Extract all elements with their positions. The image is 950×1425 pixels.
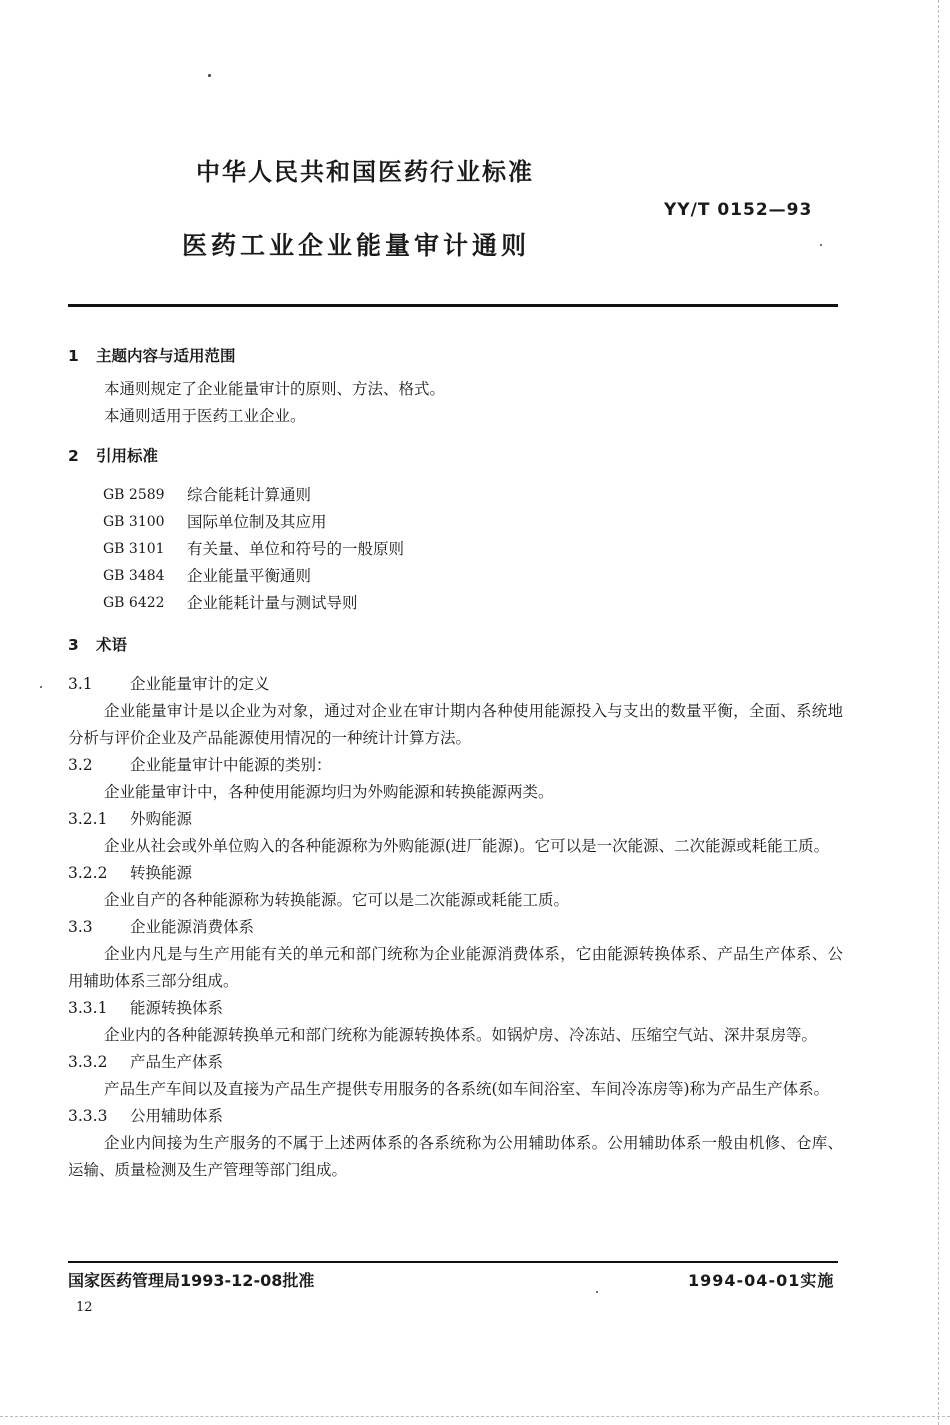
term-number: 3.3 [68, 918, 93, 936]
effective-date-line: 1994-04-01实施 [688, 1271, 835, 1290]
reference-item [68, 563, 843, 590]
term-definition: 企业自产的各种能源称为转换能源。它可以是二次能源或耗能工质。 [104, 891, 570, 909]
term-definition: 企业内的各种能源转换单元和部门统称为能源转换体系。如锅炉房、冷冻站、压缩空气站、深井泵房等。 [104, 1026, 818, 1044]
term-heading-3-3-3 [68, 1103, 843, 1130]
term-number: 3.1 [68, 675, 93, 693]
paragraph: 本通则规定了企业能量审计的原则、方法、格式。 [104, 380, 446, 398]
term-number: 3.2 [68, 756, 93, 774]
term-title: 公用辅助体系 [130, 1107, 224, 1125]
reference-code: GB 3100 [103, 514, 165, 530]
term-title: 转换能源 [130, 864, 193, 882]
section-title: 术语 [96, 636, 128, 654]
document-body [68, 336, 843, 1184]
term-heading-3-3 [68, 914, 843, 941]
term-title: 企业能源消费体系 [130, 918, 255, 936]
term-heading-3-2-2 [68, 860, 843, 887]
term-heading-3-3-2 [68, 1049, 843, 1076]
paragraph: 本通则适用于医药工业企业。 [104, 407, 306, 425]
term-definition: 企业内凡是与生产用能有关的单元和部门统称为企业能源消费体系，它由能源转换体系、产品生产体系、公用辅助体系三部分组成。 [68, 945, 843, 990]
term-title: 产品生产体系 [130, 1053, 224, 1071]
scan-speck [40, 686, 42, 688]
scan-speck [208, 74, 211, 77]
approval-line: 国家医药管理局1993-12-08批准 [68, 1271, 315, 1290]
section-number: 2 [68, 447, 79, 465]
term-number: 3.3.3 [68, 1107, 108, 1125]
reference-item [68, 482, 843, 509]
term-number: 3.2.2 [68, 864, 108, 882]
standard-code: YY/T 0152—93 [664, 200, 813, 220]
section-number: 3 [68, 636, 79, 654]
term-title: 企业能量审计的定义 [130, 675, 270, 693]
scan-speck [820, 244, 822, 246]
term-definition: 企业能量审计中，各种使用能源均归为外购能源和转换能源两类。 [104, 783, 554, 801]
reference-code: GB 2589 [103, 487, 165, 503]
reference-code: GB 3484 [103, 568, 165, 584]
term-definition: 产品生产车间以及直接为产品生产提供专用服务的各系统(如车间浴室、车间冷冻房等)称为产品生产体系。 [104, 1080, 830, 1098]
term-heading-3-2-1 [68, 806, 843, 833]
reference-list [68, 482, 843, 617]
scan-edge-right [938, 0, 940, 1425]
reference-code: GB 3101 [103, 541, 165, 557]
scan-speck [596, 1291, 598, 1293]
reference-item [68, 590, 843, 617]
section-heading-2 [68, 436, 843, 476]
term-heading-3-3-1 [68, 995, 843, 1022]
reference-title: 综合能耗计算通则 [187, 486, 312, 504]
reference-title: 企业能耗计量与测试导则 [187, 594, 358, 612]
page-number: 12 [76, 1300, 93, 1315]
term-number: 3.2.1 [68, 810, 108, 828]
section-heading-1 [68, 336, 843, 376]
term-title: 企业能量审计中能源的类别： [130, 756, 332, 774]
section-number: 1 [68, 347, 79, 365]
reference-code: GB 6422 [103, 595, 165, 611]
reference-title: 企业能量平衡通则 [187, 567, 312, 585]
term-definition: 企业内间接为生产服务的不属于上述两体系的各系统称为公用辅助体系。公用辅助体系一般由机修、仓库、运输、质量检测及生产管理等部门组成。 [68, 1134, 843, 1179]
reference-title: 国际单位制及其应用 [187, 513, 327, 531]
term-title: 能源转换体系 [130, 999, 224, 1017]
footer-rule [68, 1261, 838, 1263]
document-title: 医药工业企业能量审计通则 [182, 231, 531, 260]
term-title: 外购能源 [130, 810, 193, 828]
reference-item [68, 509, 843, 536]
section-title: 主题内容与适用范围 [96, 347, 236, 365]
scan-edge-bottom [0, 1416, 950, 1418]
term-number: 3.3.1 [68, 999, 108, 1017]
header-rule [68, 304, 838, 307]
reference-title: 有关量、单位和符号的一般原则 [187, 540, 405, 558]
term-definition: 企业从社会或外单位购入的各种能源称为外购能源(进厂能源)。它可以是一次能源、二次能源或耗能工质。 [104, 837, 830, 855]
section-heading-3 [68, 625, 843, 665]
term-heading-3-2 [68, 752, 843, 779]
section-title: 引用标准 [96, 447, 159, 465]
term-heading-3-1 [68, 671, 843, 698]
term-definition: 企业能量审计是以企业为对象，通过对企业在审计期内各种使用能源投入与支出的数量平衡，全面、系统地分析与评价企业及产品能源使用情况的一种统计计算方法。 [68, 702, 843, 747]
standard-category-title: 中华人民共和国医药行业标准 [196, 158, 534, 186]
term-number: 3.3.2 [68, 1053, 108, 1071]
reference-item [68, 536, 843, 563]
